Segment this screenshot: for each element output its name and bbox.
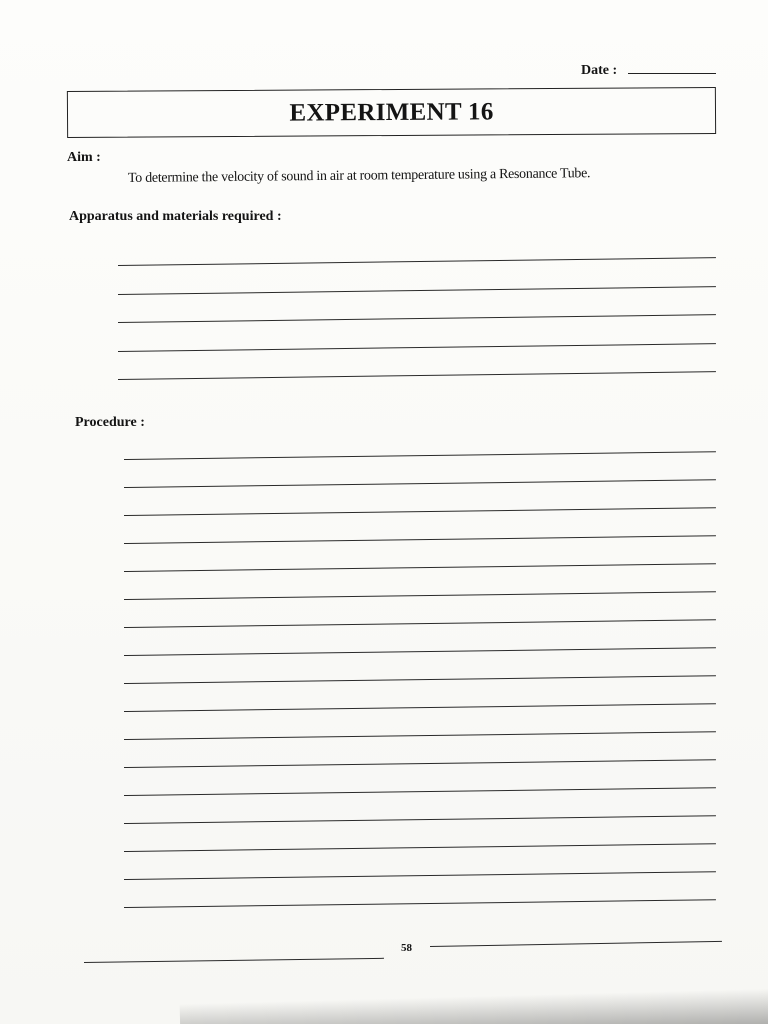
procedure-write-line[interactable] <box>124 843 716 852</box>
aim-text: To determine the velocity of sound in air at room temperature using a Resonance Tube. <box>127 166 591 186</box>
footer-rule-right <box>430 941 722 947</box>
procedure-write-line[interactable] <box>124 535 716 544</box>
procedure-write-line[interactable] <box>124 647 716 656</box>
apparatus-write-line[interactable] <box>118 314 716 323</box>
procedure-write-line[interactable] <box>124 899 716 908</box>
apparatus-label: Apparatus and materials required : <box>69 209 282 224</box>
page-number: 58 <box>401 942 412 954</box>
footer-rule-left <box>84 958 384 963</box>
date-label: Date : <box>581 63 618 78</box>
procedure-write-line[interactable] <box>124 563 716 572</box>
procedure-write-line[interactable] <box>124 759 716 768</box>
procedure-write-line[interactable] <box>124 507 716 516</box>
page-edge-shadow <box>180 988 768 1024</box>
procedure-write-line[interactable] <box>124 871 716 880</box>
apparatus-write-line[interactable] <box>118 372 716 381</box>
aim-label: Aim : <box>67 150 101 165</box>
procedure-write-line[interactable] <box>124 591 716 600</box>
procedure-write-line[interactable] <box>124 815 716 824</box>
procedure-write-line[interactable] <box>124 675 716 684</box>
procedure-write-line[interactable] <box>124 731 716 740</box>
date-fill-line <box>628 73 716 74</box>
procedure-write-line[interactable] <box>124 703 716 712</box>
procedure-label: Procedure : <box>75 415 145 430</box>
procedure-write-line[interactable] <box>124 619 716 628</box>
experiment-title: EXPERIMENT 16 <box>289 98 494 127</box>
procedure-write-line[interactable] <box>124 451 716 460</box>
procedure-write-line[interactable] <box>124 787 716 796</box>
apparatus-write-line[interactable] <box>118 286 716 295</box>
title-box <box>67 87 716 138</box>
apparatus-write-line[interactable] <box>118 257 716 266</box>
procedure-write-line[interactable] <box>124 479 716 488</box>
apparatus-write-line[interactable] <box>118 343 716 352</box>
